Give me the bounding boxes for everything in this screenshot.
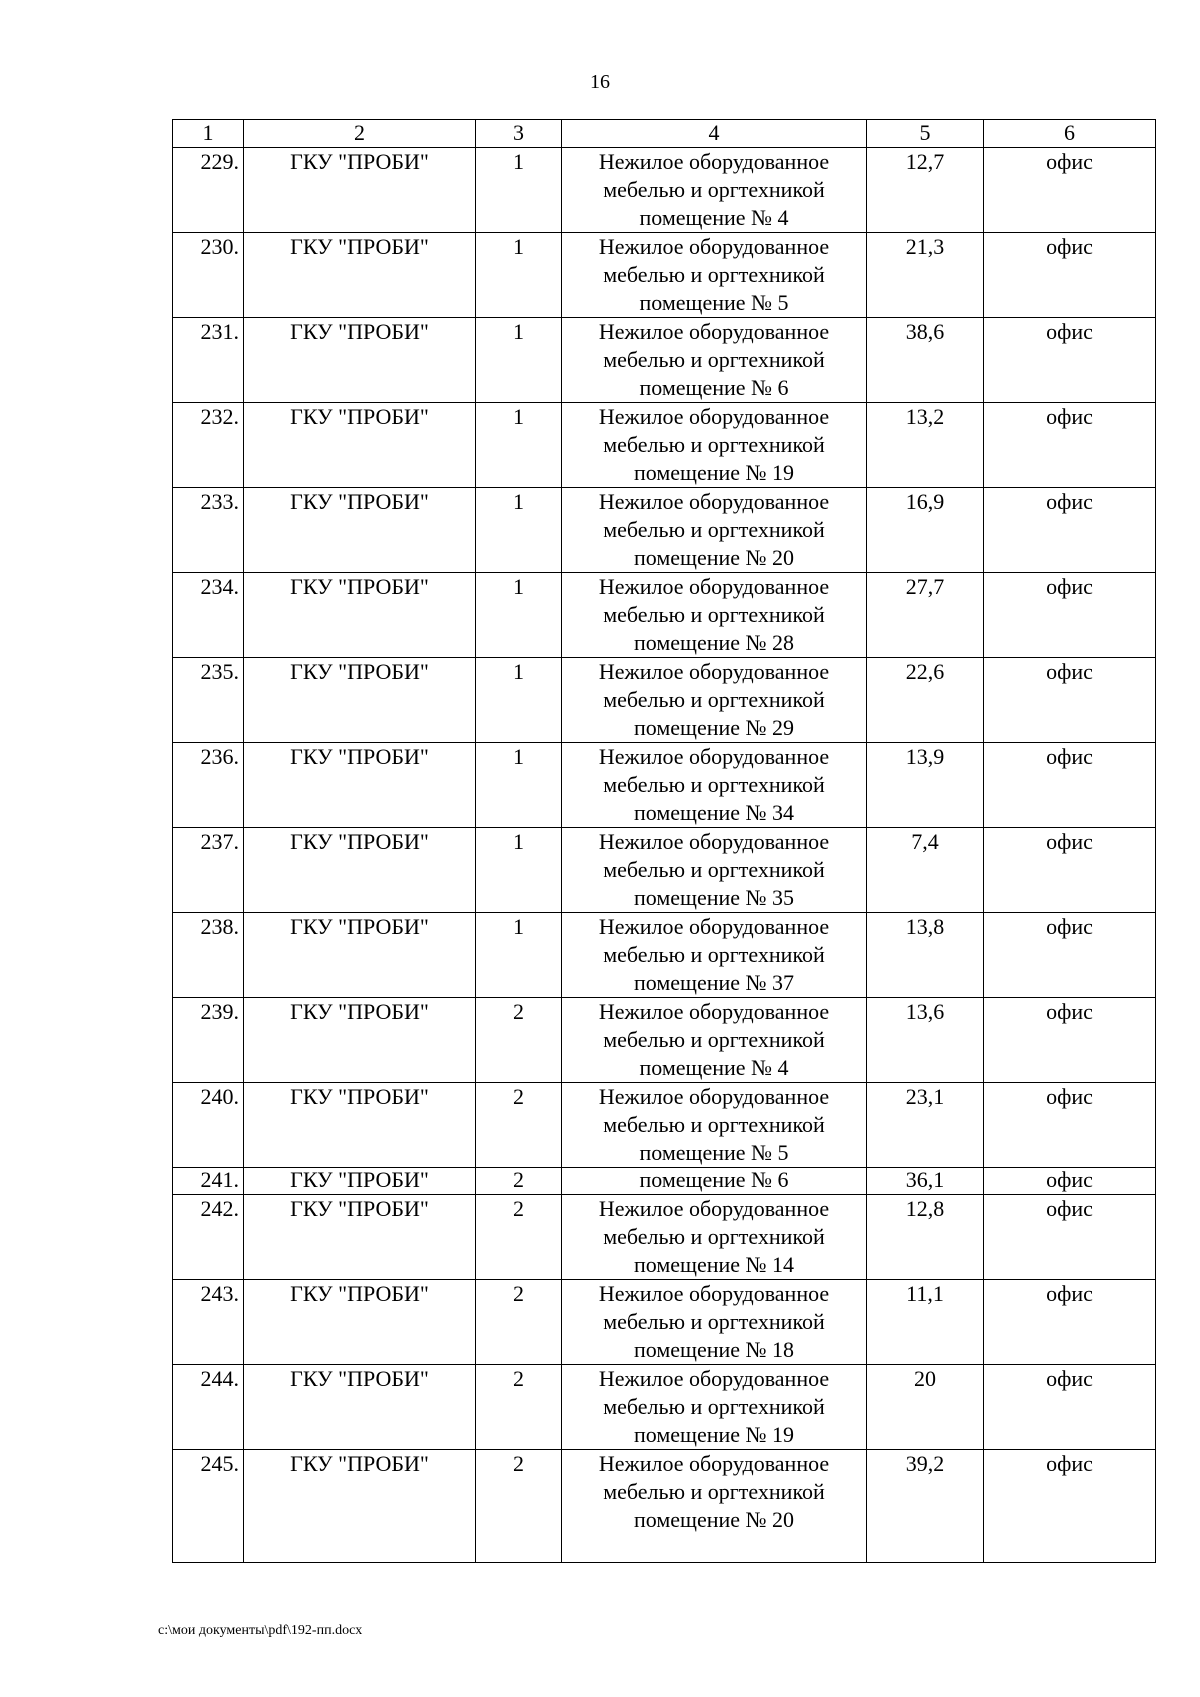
table-row (173, 658, 1156, 743)
description-cell (562, 1365, 867, 1450)
description-line: Нежилое оборудованное (598, 1281, 830, 1306)
description-line: мебелью и оргтехникой (603, 857, 825, 882)
floor-cell: 1 (476, 233, 562, 318)
usage-cell: офис (984, 318, 1156, 403)
usage-cell: офис (984, 233, 1156, 318)
area-cell: 23,1 (867, 1083, 984, 1168)
organization-cell: ГКУ "ПРОБИ" (244, 488, 476, 573)
description-cell (562, 318, 867, 403)
description-line: помещение № 6 (639, 1167, 789, 1192)
area-cell: 22,6 (867, 658, 984, 743)
usage-cell: офис (984, 1083, 1156, 1168)
description-line: Нежилое оборудованное (598, 1196, 830, 1221)
organization-cell: ГКУ "ПРОБИ" (244, 318, 476, 403)
organization-cell: ГКУ "ПРОБИ" (244, 998, 476, 1083)
usage-cell: офис (984, 743, 1156, 828)
table-row (173, 828, 1156, 913)
description-line: помещение № 4 (639, 1055, 789, 1080)
column-header: 5 (867, 120, 984, 148)
description-line: помещение № 5 (639, 1140, 789, 1165)
floor-cell: 1 (476, 403, 562, 488)
usage-cell: офис (984, 998, 1156, 1083)
page-number: 16 (590, 71, 610, 93)
description-line: Нежилое оборудованное (598, 744, 830, 769)
usage-cell: офис (984, 658, 1156, 743)
row-number-cell: 242. (173, 1195, 244, 1280)
row-number-cell: 243. (173, 1280, 244, 1365)
description-line: мебелью и оргтехникой (603, 262, 825, 287)
column-header: 3 (476, 120, 562, 148)
description-line: мебелью и оргтехникой (603, 1309, 825, 1334)
area-cell: 13,8 (867, 913, 984, 998)
description-line: мебелью и оргтехникой (603, 1224, 825, 1249)
table-row (173, 1168, 1156, 1195)
row-number-cell: 244. (173, 1365, 244, 1450)
description-cell (562, 233, 867, 318)
row-number-cell: 237. (173, 828, 244, 913)
table-row (173, 148, 1156, 233)
description-line: Нежилое оборудованное (598, 489, 830, 514)
row-number-cell: 229. (173, 148, 244, 233)
description-cell (562, 573, 867, 658)
table-row (173, 998, 1156, 1083)
floor-cell: 2 (476, 1280, 562, 1365)
table-row (173, 1195, 1156, 1280)
row-number-cell: 235. (173, 658, 244, 743)
usage-cell: офис (984, 1365, 1156, 1450)
description-line: мебелью и оргтехникой (603, 1394, 825, 1419)
file-path-footer: c:\мои документы\pdf\192-пп.docx (158, 1623, 363, 1638)
column-header: 6 (984, 120, 1156, 148)
area-cell: 27,7 (867, 573, 984, 658)
floor-cell: 1 (476, 658, 562, 743)
description-cell (562, 1450, 867, 1563)
area-cell: 39,2 (867, 1450, 984, 1563)
row-number-cell: 231. (173, 318, 244, 403)
area-cell: 21,3 (867, 233, 984, 318)
description-cell (562, 488, 867, 573)
description-cell (562, 403, 867, 488)
floor-cell: 2 (476, 1365, 562, 1450)
description-line: мебелью и оргтехникой (603, 942, 825, 967)
floor-cell: 1 (476, 148, 562, 233)
area-cell: 11,1 (867, 1280, 984, 1365)
usage-cell: офис (984, 573, 1156, 658)
table-row (173, 403, 1156, 488)
description-line: помещение № 6 (639, 375, 789, 400)
description-cell (562, 828, 867, 913)
description-line: помещение № 20 (633, 545, 795, 570)
table-header-row (173, 120, 1156, 148)
description-line: Нежилое оборудованное (598, 999, 830, 1024)
description-line: мебелью и оргтехникой (603, 687, 825, 712)
row-number-cell: 230. (173, 233, 244, 318)
usage-cell: офис (984, 148, 1156, 233)
organization-cell: ГКУ "ПРОБИ" (244, 658, 476, 743)
usage-cell: офис (984, 1280, 1156, 1365)
floor-cell: 2 (476, 1083, 562, 1168)
description-line: Нежилое оборудованное (598, 1451, 830, 1476)
row-number-cell: 245. (173, 1450, 244, 1563)
description-cell (562, 1280, 867, 1365)
organization-cell: ГКУ "ПРОБИ" (244, 233, 476, 318)
area-cell: 20 (867, 1365, 984, 1450)
description-line: Нежилое оборудованное (598, 319, 830, 344)
row-number-cell: 234. (173, 573, 244, 658)
floor-cell: 1 (476, 743, 562, 828)
area-cell: 13,6 (867, 998, 984, 1083)
table-row (173, 913, 1156, 998)
table-row (173, 1365, 1156, 1450)
row-number-cell: 240. (173, 1083, 244, 1168)
organization-cell: ГКУ "ПРОБИ" (244, 1365, 476, 1450)
area-cell: 13,2 (867, 403, 984, 488)
table-row (173, 1083, 1156, 1168)
column-header: 4 (562, 120, 867, 148)
description-line: мебелью и оргтехникой (603, 1479, 825, 1504)
organization-cell: ГКУ "ПРОБИ" (244, 403, 476, 488)
organization-cell: ГКУ "ПРОБИ" (244, 913, 476, 998)
description-line: мебелью и оргтехникой (603, 1112, 825, 1137)
description-line: помещение № 14 (633, 1252, 795, 1277)
usage-cell: офис (984, 828, 1156, 913)
row-number-cell: 241. (173, 1168, 244, 1195)
description-line: мебелью и оргтехникой (603, 772, 825, 797)
description-line: мебелью и оргтехникой (603, 177, 825, 202)
organization-cell: ГКУ "ПРОБИ" (244, 1168, 476, 1195)
description-cell (562, 1168, 867, 1195)
description-line: Нежилое оборудованное (598, 234, 830, 259)
area-cell: 12,8 (867, 1195, 984, 1280)
description-line: помещение № 35 (633, 885, 795, 910)
description-cell (562, 148, 867, 233)
row-number-cell: 239. (173, 998, 244, 1083)
organization-cell: ГКУ "ПРОБИ" (244, 148, 476, 233)
description-cell (562, 743, 867, 828)
organization-cell: ГКУ "ПРОБИ" (244, 1195, 476, 1280)
description-line: Нежилое оборудованное (598, 574, 830, 599)
property-table (172, 119, 1156, 1563)
organization-cell: ГКУ "ПРОБИ" (244, 1083, 476, 1168)
description-cell (562, 913, 867, 998)
area-cell: 7,4 (867, 828, 984, 913)
table-row (173, 573, 1156, 658)
usage-cell: офис (984, 1168, 1156, 1195)
column-header: 1 (173, 120, 244, 148)
table-body (173, 148, 1156, 1563)
description-line: мебелью и оргтехникой (603, 432, 825, 457)
area-cell: 16,9 (867, 488, 984, 573)
organization-cell: ГКУ "ПРОБИ" (244, 743, 476, 828)
floor-cell: 1 (476, 573, 562, 658)
area-cell: 13,9 (867, 743, 984, 828)
usage-cell: офис (984, 488, 1156, 573)
description-line: помещение № 29 (633, 715, 795, 740)
organization-cell: ГКУ "ПРОБИ" (244, 828, 476, 913)
description-cell (562, 1195, 867, 1280)
usage-cell: офис (984, 403, 1156, 488)
description-line: мебелью и оргтехникой (603, 602, 825, 627)
description-line: помещение № 34 (633, 800, 795, 825)
organization-cell: ГКУ "ПРОБИ" (244, 1450, 476, 1563)
description-line: мебелью и оргтехникой (603, 1027, 825, 1052)
table-row (173, 318, 1156, 403)
description-line: помещение № 28 (633, 630, 795, 655)
floor-cell: 1 (476, 828, 562, 913)
usage-cell: офис (984, 1195, 1156, 1280)
description-line: Нежилое оборудованное (598, 1366, 830, 1391)
description-line: Нежилое оборудованное (598, 829, 830, 854)
table-row (173, 488, 1156, 573)
floor-cell: 1 (476, 488, 562, 573)
floor-cell: 2 (476, 1195, 562, 1280)
description-line: помещение № 5 (639, 290, 789, 315)
description-line: помещение № 19 (633, 1422, 795, 1447)
description-line: помещение № 37 (633, 970, 795, 995)
row-number-cell: 232. (173, 403, 244, 488)
table-row (173, 1450, 1156, 1563)
floor-cell: 2 (476, 1168, 562, 1195)
floor-cell: 1 (476, 318, 562, 403)
description-line: помещение № 20 (633, 1507, 795, 1532)
area-cell: 12,7 (867, 148, 984, 233)
column-header: 2 (244, 120, 476, 148)
usage-cell: офис (984, 1450, 1156, 1563)
row-number-cell: 238. (173, 913, 244, 998)
description-line: помещение № 18 (633, 1337, 795, 1362)
table-row (173, 743, 1156, 828)
area-cell: 36,1 (867, 1168, 984, 1195)
organization-cell: ГКУ "ПРОБИ" (244, 1280, 476, 1365)
description-cell (562, 658, 867, 743)
floor-cell: 1 (476, 913, 562, 998)
table-row (173, 1280, 1156, 1365)
description-line: Нежилое оборудованное (598, 914, 830, 939)
row-number-cell: 236. (173, 743, 244, 828)
area-cell: 38,6 (867, 318, 984, 403)
description-line: Нежилое оборудованное (598, 404, 830, 429)
description-line: помещение № 4 (639, 205, 789, 230)
usage-cell: офис (984, 913, 1156, 998)
floor-cell: 2 (476, 1450, 562, 1563)
description-line: помещение № 19 (633, 460, 795, 485)
description-line: Нежилое оборудованное (598, 149, 830, 174)
description-line: Нежилое оборудованное (598, 1084, 830, 1109)
floor-cell: 2 (476, 998, 562, 1083)
row-number-cell: 233. (173, 488, 244, 573)
description-line: Нежилое оборудованное (598, 659, 830, 684)
description-line: мебелью и оргтехникой (603, 517, 825, 542)
organization-cell: ГКУ "ПРОБИ" (244, 573, 476, 658)
table-row (173, 233, 1156, 318)
description-cell (562, 998, 867, 1083)
description-line: мебелью и оргтехникой (603, 347, 825, 372)
description-cell (562, 1083, 867, 1168)
